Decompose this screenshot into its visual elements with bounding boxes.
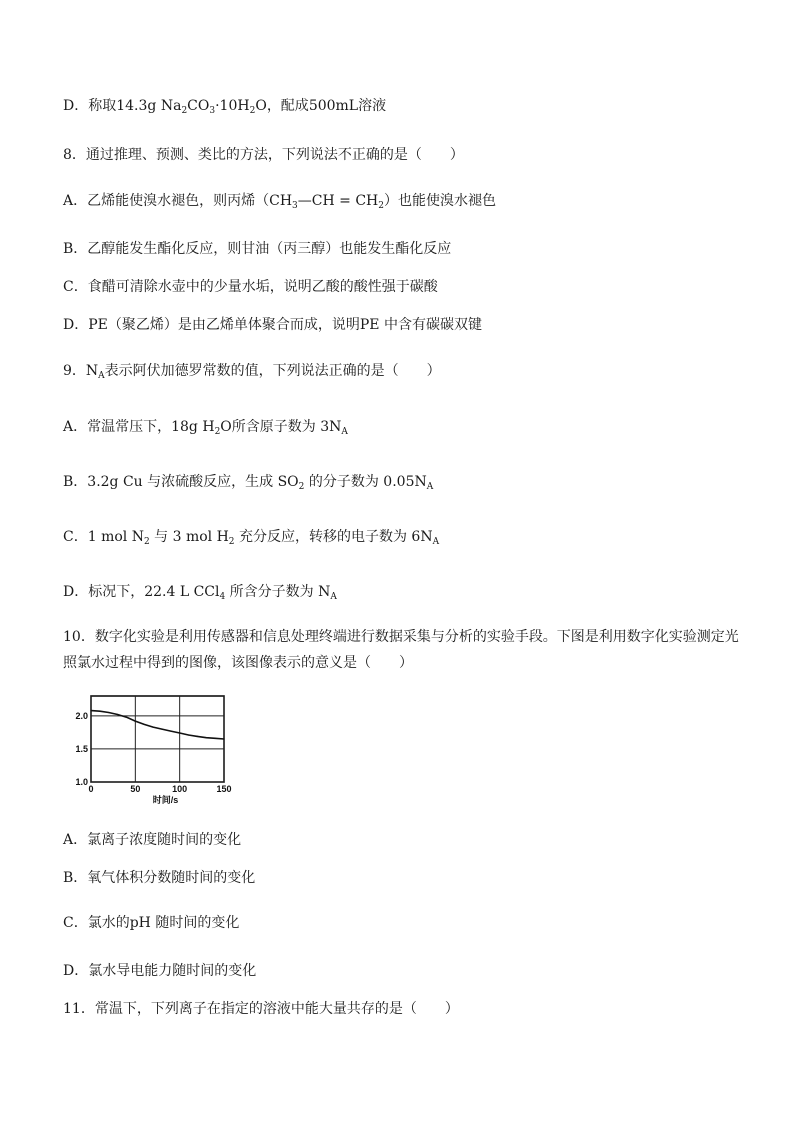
q10-stem: 10．数字化实验是利用传感器和信息处理终端进行数据采集与分析的实验手段。下图是利用数字化实验测定光照氯水过程中得到的图像，该图像表示的意义是（ ） xyxy=(63,629,739,671)
q11-stem: 11．常温下，下列离子在指定的溶液中能大量共存的是（ ） xyxy=(63,1001,459,1017)
data-point xyxy=(161,728,162,729)
q10-option-c: C．氯水的pH 随时间的变化 xyxy=(63,915,240,931)
q7-d-mass: 14.3g xyxy=(116,98,157,114)
data-point xyxy=(197,736,198,737)
q7-d-tail: 溶液 xyxy=(358,98,387,114)
x-tick-label: 150 xyxy=(216,784,232,794)
ph-chart-svg xyxy=(62,690,237,812)
q7-d-post: ，配成 xyxy=(266,98,309,114)
y-tick-label: 1.0 xyxy=(75,777,88,787)
data-point xyxy=(126,717,127,718)
q8-option-b: B．乙醇能发生酯化反应，则甘油（丙三醇）也能发生酯化反应 xyxy=(63,241,452,257)
q8-option-c: C．食醋可清除水壶中的少量水垢，说明乙酸的酸性强于碳酸 xyxy=(63,279,438,295)
data-point xyxy=(179,732,180,733)
data-point xyxy=(90,710,91,711)
x-tick-label: 100 xyxy=(172,784,188,794)
data-point xyxy=(144,724,145,725)
q10-option-a: A．氯离子浓度随时间的变化 xyxy=(63,832,242,848)
x-tick-label: 0 xyxy=(88,784,94,794)
data-point xyxy=(117,714,118,715)
data-point xyxy=(99,711,100,712)
q9-option-d: D．标况下，22.4 L CCl$_4$ 所含分子数为 $N_A$ xyxy=(63,584,337,602)
q8-option-d: D．PE（聚乙烯）是由乙烯单体聚合而成，说明PE 中含有碳碳双键 xyxy=(63,317,482,333)
q9-option-c: C．1 mol $N_2$ 与 3 mol $H_2$ 充分反应，转移的电子数为 $6N_A$ xyxy=(63,529,440,547)
q8-option-a: A．乙烯能使溴水褪色，则丙烯$(CH_3—CH = CH_2)$也能使溴水褪色 xyxy=(63,193,496,211)
q9-option-a: A．常温常压下，18g $H_2O$所含原子数为 $3N_A$ xyxy=(63,419,348,437)
data-point xyxy=(188,734,189,735)
q9-stem: 9．$N_A$表示阿伏加德罗常数的值，下列说法正确的是（ ） xyxy=(63,363,441,381)
q10-option-d: D．氯水导电能力随时间的变化 xyxy=(63,963,257,979)
q10-option-b: B．氧气体积分数随时间的变化 xyxy=(63,870,256,886)
q7-d-volume: 500mL xyxy=(308,98,359,114)
data-point xyxy=(170,730,171,731)
data-point xyxy=(215,738,216,739)
data-point xyxy=(206,737,207,738)
y-tick-label: 2.0 xyxy=(75,710,88,721)
plot-frame xyxy=(91,696,224,782)
y-tick-label: 1.5 xyxy=(75,743,88,754)
data-point xyxy=(223,738,224,739)
data-point xyxy=(152,726,153,727)
x-axis-label: 时间/s xyxy=(152,795,179,805)
x-tick-label: 50 xyxy=(130,784,141,794)
q8-stem: 8．通过推理、预测、类比的方法，下列说法不正确的是（ ） xyxy=(63,147,464,163)
data-point xyxy=(108,712,109,713)
q7-d-prefix: D．称取 xyxy=(63,98,117,114)
ph-chart xyxy=(62,690,237,812)
q7-option-d xyxy=(63,96,386,116)
q7-d-formula: $Na_2CO_3\cdot 10H_2O$ xyxy=(160,98,267,116)
data-point xyxy=(135,721,136,722)
q9-option-b: B．3.2g Cu 与浓硫酸反应，生成 $SO_2$ 的分子数为 $0.05N_A$ xyxy=(63,474,434,492)
